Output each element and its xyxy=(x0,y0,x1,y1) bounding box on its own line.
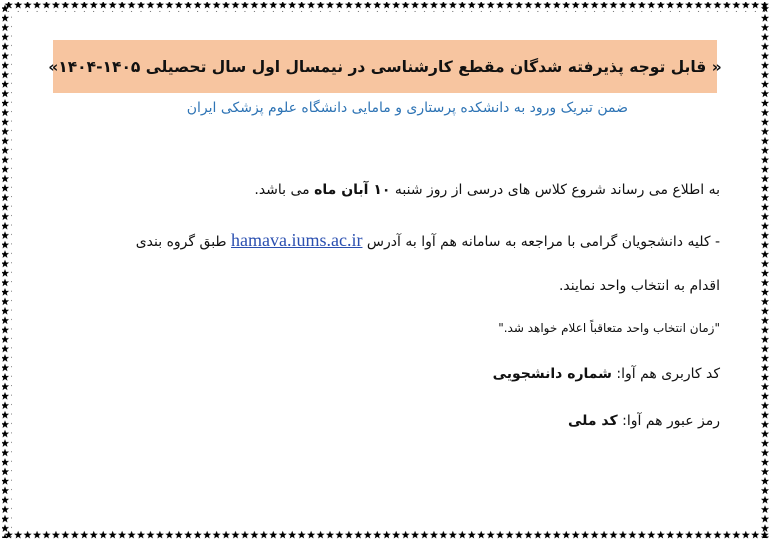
title-banner xyxy=(48,40,722,93)
border-bottom xyxy=(4,530,769,540)
registration-instruction-continued: اقدام به انتخاب واحد نمایند. xyxy=(558,278,720,294)
username-line xyxy=(40,366,720,382)
password-line xyxy=(40,413,720,429)
congratulation-subtitle: ضمن تبریک ورود به دانشکده پرستاری و مامایی دانشگاه علوم پزشکی ایران xyxy=(186,100,628,116)
course-selection-note: "زمان انتخاب واحد متعاقباً اعلام خواهد شد." xyxy=(498,321,720,335)
password-value: کد ملی xyxy=(568,413,618,429)
class-start-date: ۱۰ آبان ماه xyxy=(314,182,391,198)
border-left xyxy=(2,4,12,538)
registration-instruction xyxy=(40,230,720,251)
page-title: « قابل توجه پذیرفته شدگان مقطع کارشناسی در نیمسال اول سال تحصیلی ۱۴۰۵-۱۴۰۴» xyxy=(48,57,722,76)
password-label: رمز عبور هم آوا: xyxy=(617,413,720,429)
announcement-text-end: می باشد. xyxy=(254,182,315,198)
username-label: کد کاربری هم آوا: xyxy=(611,366,720,382)
class-start-announcement xyxy=(40,182,720,198)
announcement-text-start: به اطلاع می رساند شروع کلاس های درسی از روز شنبه xyxy=(390,182,720,198)
registration-text-start: - کلیه دانشجویان گرامی با مراجعه به سامانه هم آوا به آدرس xyxy=(362,234,720,250)
border-top xyxy=(4,2,769,12)
username-value: شماره دانشجویی xyxy=(492,366,612,382)
registration-text-end: طبق گروه بندی xyxy=(135,234,232,250)
border-right xyxy=(761,4,771,538)
hamava-link[interactable]: hamava.iums.ac.ir xyxy=(231,230,363,250)
